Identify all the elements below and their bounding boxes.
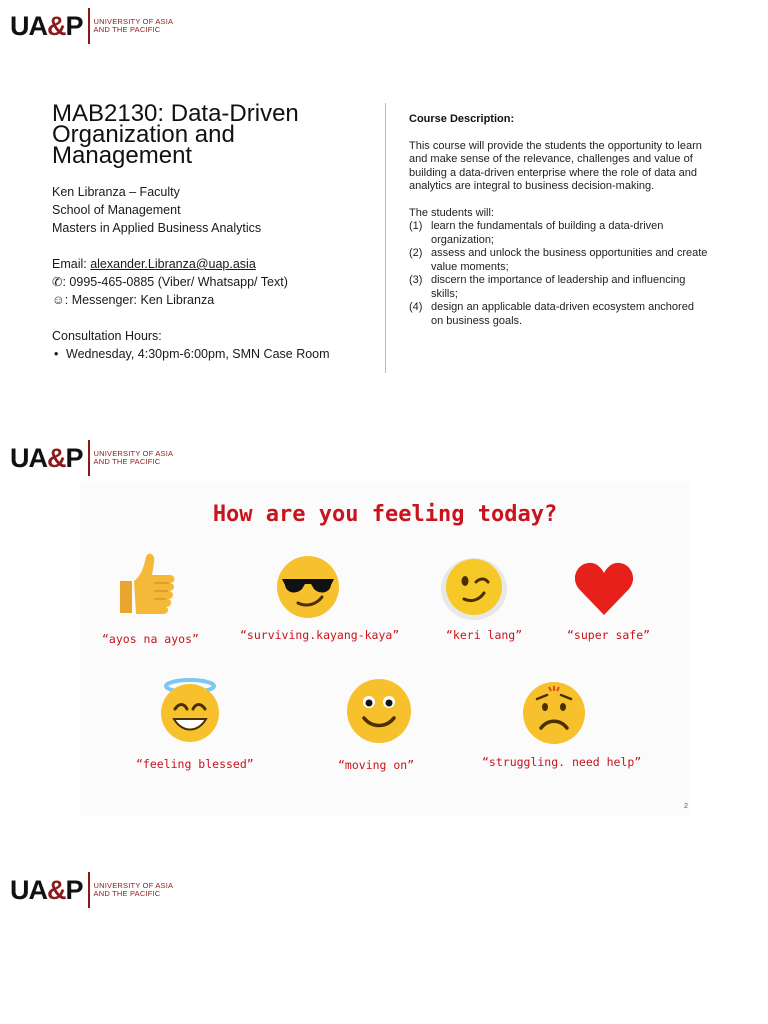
objectives-list [409, 220, 709, 328]
worried-face-icon [521, 681, 587, 745]
program-name: Masters in Applied Business Analytics [52, 221, 262, 235]
smiley-icon: ☺ [52, 293, 65, 307]
logo-divider [88, 872, 90, 908]
logo-divider [88, 440, 90, 476]
course-description [409, 113, 709, 328]
heart-icon [574, 561, 634, 617]
mood-option-label: “moving on” [338, 758, 415, 772]
column-divider [385, 103, 386, 373]
mood-option-label: “keri lang” [446, 628, 523, 642]
mood-option-label: “super safe” [567, 628, 651, 642]
consultation-list [52, 345, 330, 363]
logo-university-name: UNIVERSITY OF ASIA AND THE PACIFIC [93, 449, 174, 466]
mood-option-label: “struggling. need help” [482, 755, 642, 769]
consultation-label: Consultation Hours: [52, 329, 162, 343]
email-line [52, 255, 330, 273]
objective-item: (3) discern the importance of leadership and influencing skills; [409, 274, 686, 300]
mood-option-label: “feeling blessed” [136, 757, 254, 771]
course-title: MAB2130: Data-Driven Organization and Management [52, 100, 299, 169]
messenger-line: ☺: Messenger: Ken Libranza [52, 293, 215, 307]
angel-face-icon [158, 677, 222, 743]
slide-title: How are you feeling today? [212, 502, 558, 527]
objective-item: (1) learn the fundamentals of building a data-driven organization; [409, 220, 664, 246]
faculty-name: Ken Libranza – Faculty [52, 185, 180, 199]
winking-face-icon [440, 555, 508, 621]
logo-university-name: UNIVERSITY OF ASIA AND THE PACIFIC [93, 881, 174, 898]
phone-icon: ✆ [52, 275, 63, 289]
objective-item: (2) assess and unlock the business opportunities and create value moments; [409, 247, 708, 273]
sunglasses-face-icon [276, 555, 340, 619]
faculty-info [52, 183, 330, 363]
logo-mark: UA&P [10, 874, 83, 905]
objective-item: (4) design an applicable data-driven ecosystem anchored on business goals. [409, 301, 694, 327]
mood-check-slide [80, 481, 690, 816]
smiling-face-icon [346, 678, 412, 744]
uap-logo [10, 438, 173, 478]
mood-option-label: “ayos na ayos” [102, 632, 199, 646]
description-body: This course will provide the students the opportunity to learn and make sense of the relevance, challenges and value of building a data-driven enterprise where the role of data and analytics are integral to business decision-making. [409, 139, 702, 192]
uap-logo [10, 6, 173, 46]
logo-divider [88, 8, 90, 44]
mood-option-label: “surviving.kayang-kaya” [240, 628, 400, 642]
logo-mark: UA&P [10, 442, 83, 473]
email-label: Email: [52, 257, 91, 271]
consultation-time: • Wednesday, 4:30pm-6:00pm, SMN Case Room [66, 345, 330, 363]
slide-page-number: 2 [684, 803, 688, 810]
logo-mark: UA&P [10, 10, 83, 41]
email-link[interactable]: alexander.Libranza@uap.asia [90, 257, 256, 271]
phone-line: ✆: 0995-465-0885 (Viber/ Whatsapp/ Text) [52, 275, 288, 289]
description-heading: Course Description: [409, 113, 515, 125]
thumbs-up-icon [114, 551, 176, 617]
uap-logo [10, 870, 173, 910]
objectives-intro: The students will: [409, 206, 494, 219]
logo-university-name: UNIVERSITY OF ASIA AND THE PACIFIC [93, 17, 174, 34]
school-name: School of Management [52, 203, 181, 217]
